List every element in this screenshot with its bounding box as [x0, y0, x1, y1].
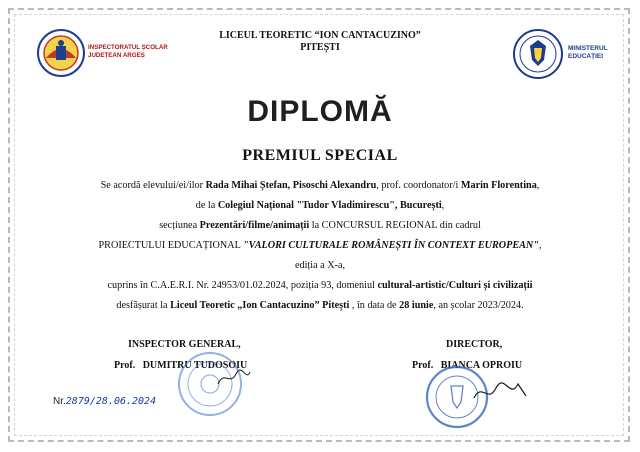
- line7-middle: , în data de: [349, 300, 400, 311]
- registration-value: 2879/28.06.2024: [65, 396, 157, 407]
- inspector-name: Prof. DUMITRU TUDOSOIU: [114, 360, 248, 371]
- director-signature: [470, 376, 530, 411]
- teacher-name: Marin Florentina: [460, 180, 537, 191]
- section-name: Prezentări/filme/animații: [199, 220, 310, 231]
- body-line-1: [0, 180, 640, 192]
- isj-label-line1: INSPECTORATUL ȘCOLAR: [88, 44, 168, 51]
- line3-suffix: la CONCURSUL REGIONAL din cadrul: [309, 220, 481, 231]
- registration-label: Nr.: [53, 396, 66, 407]
- award-name: PREMIUL SPECIAL: [242, 147, 398, 164]
- government-emblem: [512, 28, 564, 85]
- line1-middle: , prof. coordonator/i: [376, 180, 461, 191]
- body-line-4: [0, 240, 640, 252]
- venue-name: Liceul Teoretic „Ion Cantacuzino” Pitești: [170, 300, 350, 311]
- body-line-7: [0, 300, 640, 312]
- line1-prefix: Se acordă elevului/ei/ilor: [100, 180, 206, 191]
- competition-domain: cultural-artistic/Culturi și civilizații: [377, 280, 533, 291]
- body-line-3: [0, 220, 640, 232]
- edition-line: ediția a X-a,: [294, 260, 346, 271]
- line4-prefix: PROIECTULUI EDUCAȚIONAL: [98, 240, 243, 251]
- director-title: DIRECTOR,: [446, 339, 503, 350]
- event-date: 28 iunie: [399, 300, 434, 311]
- ministry-label-line1: MINISTERUL: [568, 45, 608, 52]
- line7-prefix: desfășurat la: [116, 300, 171, 311]
- line2-prefix: de la: [195, 200, 218, 211]
- body-line-2: [0, 200, 640, 212]
- line4-suffix: ,: [538, 240, 542, 251]
- line6-prefix: cuprins în C.A.E.R.I. Nr. 24953/01.02.2024, poziția 93, domeniul: [107, 280, 378, 291]
- project-name: "VALORI CULTURALE ROMÂNEȘTI ÎN CONTEXT EUROPEAN": [243, 240, 539, 251]
- body-line-6: [0, 280, 640, 292]
- inspector-signature: [214, 366, 254, 395]
- line1-suffix: ,: [536, 180, 540, 191]
- isj-label-line2: JUDEȚEAN ARGEȘ: [88, 52, 145, 59]
- ministry-label: [568, 45, 608, 61]
- student-names: Rada Mihai Ștefan, Pisoschi Alexandru: [205, 180, 377, 191]
- inspector-title: INSPECTOR GENERAL,: [128, 339, 241, 350]
- registration-number: [53, 396, 156, 407]
- student-school: Colegiul Național "Tudor Vladimirescu", București: [217, 200, 442, 211]
- line7-suffix: , an școlar 2023/2024.: [433, 300, 524, 311]
- line3-prefix: secțiunea: [159, 220, 200, 231]
- line2-suffix: ,: [441, 200, 445, 211]
- ministry-label-line2: EDUCAȚIEI: [568, 53, 604, 60]
- school-city: PITEȘTI: [300, 42, 340, 53]
- director-name: Prof. BIANCA OPROIU: [412, 360, 523, 371]
- diploma-title: DIPLOMĂ: [247, 95, 393, 128]
- school-name: LICEUL TEORETIC “ION CANTACUZINO”: [219, 30, 421, 41]
